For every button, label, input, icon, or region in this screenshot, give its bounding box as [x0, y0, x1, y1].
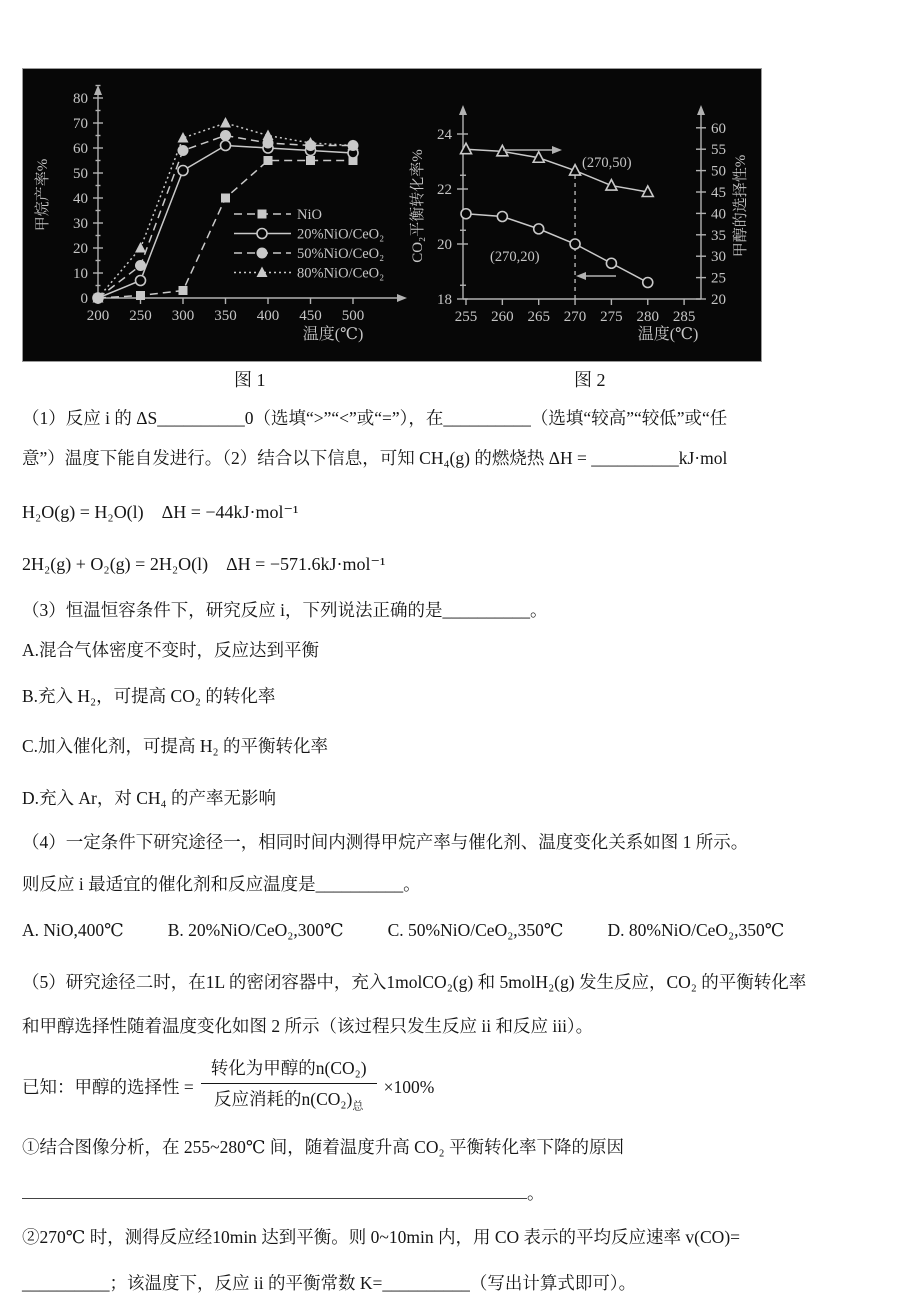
svg-text:70: 70 — [73, 116, 88, 132]
svg-text:(270,20): (270,20) — [490, 249, 540, 265]
fraction-numerator: 转化为甲醇的n(CO₂) — [201, 1056, 377, 1084]
svg-text:甲烷产率%: 甲烷产率% — [35, 158, 51, 232]
formula-suffix: ×100% — [383, 1077, 435, 1098]
svg-text:35: 35 — [711, 227, 726, 244]
question5-line2: 和甲醇选择性随着温度变化如图 2 所示（该过程只发生反应 ii 和反应 iii）。 — [22, 1016, 594, 1036]
svg-text:24: 24 — [437, 127, 452, 143]
selectivity-formula — [22, 1056, 882, 1119]
svg-text:45: 45 — [711, 185, 726, 201]
svg-text:450: 450 — [299, 308, 322, 324]
svg-text:50%NiO/CeO₂: 50%NiO/CeO₂ — [297, 246, 385, 262]
question3-option-a: A.混合气体密度不变时，反应达到平衡 — [22, 640, 320, 660]
subquestion1-line1: ①结合图像分析，在 255~280℃ 间，随着温度升高 CO₂ 平衡转化率下降的原因 — [22, 1136, 624, 1157]
question3: （3）恒温恒容条件下，研究反应 i，下列说法正确的是__________。 — [22, 600, 548, 620]
svg-text:温度(℃): 温度(℃) — [637, 326, 699, 343]
question3-option-c: C.加入催化剂，可提高 H₂ 的平衡转化率 — [22, 736, 329, 756]
subquestion1-blank-line: 。 — [22, 1179, 882, 1205]
svg-text:20: 20 — [711, 292, 726, 308]
question4-option-b: B. 20%NiO/CeO₂,300℃ — [167, 920, 344, 940]
svg-text:甲醇的选择性%: 甲醇的选择性% — [733, 154, 749, 258]
svg-text:255: 255 — [454, 309, 478, 325]
figure2-co2-conversion-chart — [406, 77, 761, 353]
svg-text:200: 200 — [86, 308, 110, 324]
svg-text:55: 55 — [711, 142, 726, 159]
svg-text:25: 25 — [711, 270, 726, 287]
svg-text:40: 40 — [711, 206, 726, 223]
svg-text:10: 10 — [73, 266, 88, 282]
svg-text:NiO: NiO — [297, 207, 322, 223]
svg-text:22: 22 — [437, 182, 452, 198]
formula-prefix: 已知：甲醇的选择性 = — [22, 1077, 194, 1098]
svg-text:30: 30 — [73, 216, 88, 232]
question4-option-a: A. NiO,400℃ — [22, 920, 124, 940]
svg-text:30: 30 — [711, 249, 726, 266]
svg-text:500: 500 — [341, 308, 365, 324]
svg-text:80: 80 — [73, 91, 88, 107]
svg-text:265: 265 — [527, 309, 550, 325]
question4-option-d: D. 80%NiO/CeO₂,350℃ — [607, 920, 785, 940]
question4-line1: （4）一定条件下研究途径一，相同时间内测得甲烷产率与催化剂、温度变化关系如图 1 所示。 — [22, 832, 749, 852]
subquestion2-line1: ②270℃ 时，测得反应经10min 达到平衡。则 0~10min 内，用 CO 表示的平均反应速率 v(CO)= — [22, 1226, 741, 1247]
equation-h2o: H₂O(g) = H₂O(l) ΔH = −44kJ·mol⁻¹ — [22, 502, 299, 522]
svg-text:温度(℃): 温度(℃) — [302, 326, 364, 343]
question4-options — [22, 918, 882, 942]
svg-text:400: 400 — [256, 308, 280, 324]
question4-line2: 则反应 i 最适宜的催化剂和反应温度是__________。 — [22, 874, 421, 894]
svg-text:350: 350 — [214, 308, 237, 324]
svg-text:50: 50 — [73, 166, 88, 182]
svg-text:20: 20 — [437, 237, 452, 253]
figure-captions — [22, 366, 762, 392]
svg-text:60: 60 — [711, 120, 726, 137]
svg-text:270: 270 — [563, 309, 587, 325]
question3-option-b: B.充入 H₂，可提高 CO₂ 的转化率 — [22, 686, 276, 706]
svg-text:260: 260 — [491, 309, 514, 325]
svg-text:20%NiO/CeO₂: 20%NiO/CeO₂ — [297, 226, 385, 243]
svg-text:40: 40 — [73, 191, 88, 207]
question3-option-d: D.充入 Ar，对 CH₄ 的产率无影响 — [22, 788, 277, 808]
question1-line1: （1）反应 i 的 ΔS__________0（选填“>”“<”或“=”），在__________（选填“较高”“较低”或“任 — [22, 408, 728, 428]
figure-panel — [22, 68, 762, 362]
fraction-denominator: 反应消耗的$n(CO_2)_总$ — [214, 1089, 364, 1113]
figure1-caption: 图 1 — [234, 370, 266, 390]
svg-text:0: 0 — [80, 291, 88, 307]
formula-fraction — [201, 1056, 377, 1119]
figure2-caption: 图 2 — [574, 370, 606, 390]
question5-line1: （5）研究途径二时，在1L 的密闭容器中，充入1molCO₂(g) 和 5molH₂(g) 发生反应，CO₂ 的平衡转化率 — [22, 972, 807, 992]
question-text — [22, 392, 882, 1295]
svg-text:285: 285 — [672, 309, 696, 325]
svg-text:(270,50): (270,50) — [582, 155, 632, 171]
equation-h2-o2: 2H₂(g) + O₂(g) = 2H₂O(l) ΔH = −571.6kJ·mol⁻¹ — [22, 554, 386, 574]
figure1-methane-yield-chart — [31, 77, 423, 353]
svg-text:50: 50 — [711, 163, 726, 180]
svg-text:280: 280 — [636, 309, 659, 325]
question4-option-c: C. 50%NiO/CeO₂,350℃ — [387, 920, 564, 940]
svg-text:20: 20 — [73, 241, 88, 257]
svg-text:250: 250 — [129, 308, 152, 324]
svg-text:CO₂平衡转化率%: CO₂平衡转化率% — [410, 149, 426, 263]
svg-text:275: 275 — [600, 309, 623, 325]
svg-text:18: 18 — [437, 292, 452, 308]
svg-text:80%NiO/CeO₂: 80%NiO/CeO₂ — [297, 265, 385, 282]
question1-line2: 意”）温度下能自发进行。（2）结合以下信息，可知 CH₄(g) 的燃烧热 ΔH = __________kJ·mol — [22, 448, 728, 468]
answer-blank-long — [22, 1179, 527, 1199]
svg-text:60: 60 — [73, 141, 88, 157]
svg-text:300: 300 — [171, 308, 195, 324]
subquestion2-line2: __________；该温度下，反应 ii 的平衡常数 K=__________（写出计算式即可）。 — [22, 1272, 637, 1293]
